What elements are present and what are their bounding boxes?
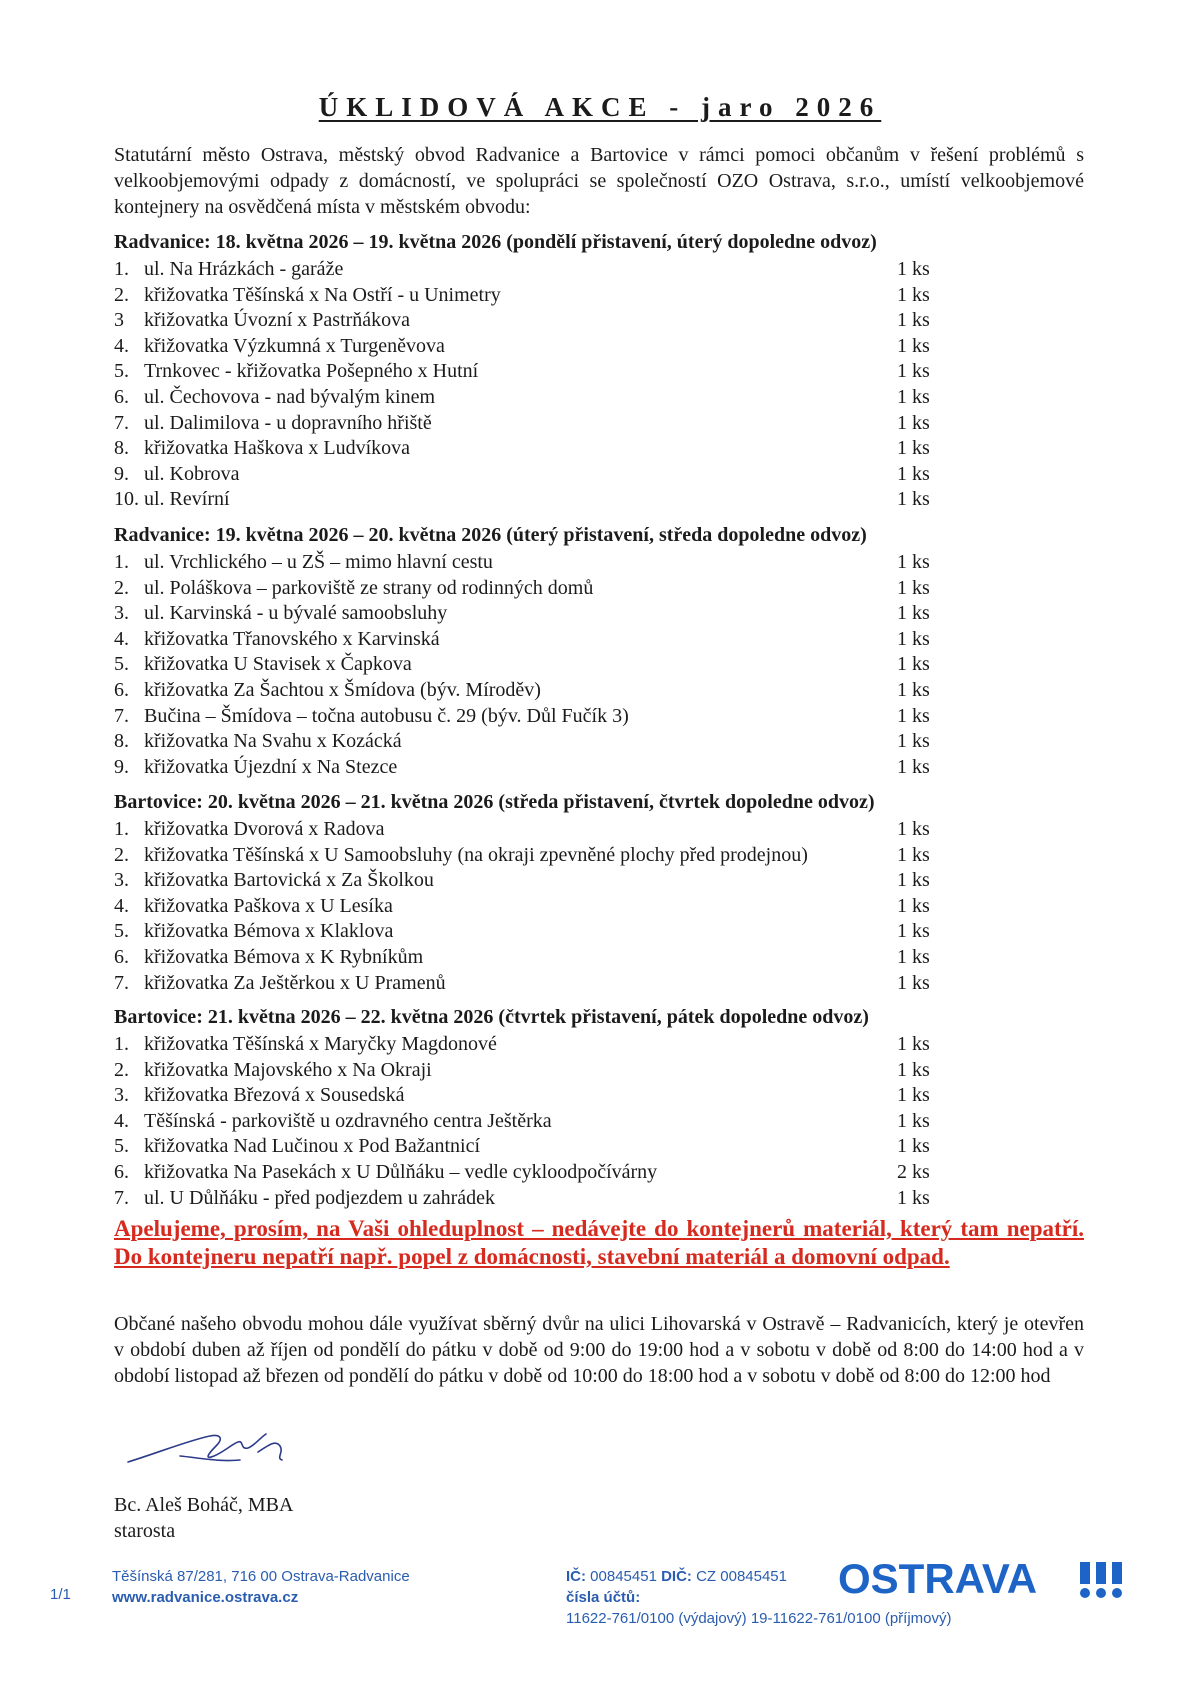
item-count: 1 ks <box>897 946 930 968</box>
item-location: Trnkovec - křižovatka Pošepného x Hutní <box>144 360 479 383</box>
item-count: 1 ks <box>897 1084 930 1107</box>
item-number: 4. <box>114 894 129 917</box>
dic-value: CZ 00845451 <box>696 1568 787 1585</box>
item-count: 1 ks <box>897 843 930 866</box>
item-location: ul. Karvinská - u bývalé samoobsluhy <box>144 602 448 625</box>
item-location: křižovatka Třanovského x Karvinská <box>144 627 440 650</box>
item-number: 4. <box>114 334 129 357</box>
item-count: 1 ks <box>897 283 930 306</box>
item-location: křižovatka Bartovická x Za Školkou <box>144 869 434 892</box>
section-heading: Bartovice: 20. května 2026 – 21. května 2026 (středa přistavení, čtvrtek dopoledne odvoz) <box>114 791 875 813</box>
accounts-label: čísla účtů: <box>566 1589 641 1606</box>
item-number: 6. <box>114 386 129 408</box>
item-count: 1 ks <box>897 704 930 727</box>
item-location: křižovatka Úvozní x Pastrňákova <box>144 309 411 332</box>
item-number: 7. <box>114 971 129 994</box>
item-count: 1 ks <box>897 1186 930 1209</box>
item-location: křižovatka Za Šachtou x Šmídova (býv. Míroděv) <box>144 679 541 701</box>
item-location: křižovatka Těšínská x Na Ostří - u Unimetry <box>144 283 501 306</box>
item-location: ul. Revírní <box>144 488 230 511</box>
item-number: 7. <box>114 1186 129 1209</box>
item-count: 1 ks <box>897 360 930 383</box>
item-count: 1 ks <box>897 1135 930 1158</box>
item-count: 1 ks <box>897 386 930 408</box>
item-location: ul. Čechovova - nad bývalým kinem <box>144 386 436 408</box>
item-count: 1 ks <box>897 602 930 625</box>
section-heading: Bartovice: 21. května 2026 – 22. května 2026 (čtvrtek přistavení, pátek dopoledne odvoz) <box>114 1006 869 1028</box>
item-count: 1 ks <box>897 869 930 892</box>
signature-image <box>120 1422 320 1477</box>
item-location: ul. U Důlňáku - před podjezdem u zahrádek <box>144 1186 495 1209</box>
item-number: 8. <box>114 730 129 753</box>
item-count: 1 ks <box>897 730 930 753</box>
item-count: 1 ks <box>897 653 930 676</box>
item-number: 3 <box>114 309 124 332</box>
item-location: ul. Dalimilova - u dopravního hřiště <box>144 411 432 434</box>
item-location: křižovatka Bémova x K Rybníkům <box>144 946 424 968</box>
item-number: 5. <box>114 920 129 943</box>
item-count: 1 ks <box>897 334 930 357</box>
item-count: 1 ks <box>897 462 930 485</box>
item-location: křižovatka Nad Lučinou x Pod Bažantnicí <box>144 1135 481 1158</box>
signer-role: starosta <box>114 1520 176 1542</box>
item-number: 6. <box>114 679 129 701</box>
footer-address-block <box>112 1566 410 1608</box>
item-number: 8. <box>114 437 129 460</box>
item-number: 2. <box>114 843 129 866</box>
item-number: 9. <box>114 462 129 485</box>
section-heading: Radvanice: 18. května 2026 – 19. května 2026 (pondělí přistavení, úterý dopoledne odvoz) <box>114 231 877 253</box>
page-title: ÚKLIDOVÁ AKCE - jaro 2026 <box>318 92 882 122</box>
item-number: 5. <box>114 360 129 383</box>
item-count: 1 ks <box>897 488 930 511</box>
item-count: 1 ks <box>897 971 930 994</box>
item-location: ul. Na Hrázkách - garáže <box>144 258 344 280</box>
item-count: 1 ks <box>897 679 930 701</box>
accounts-value: 11622-761/0100 (výdajový) 19-11622-761/0100 (příjmový) <box>566 1610 952 1627</box>
item-location: křižovatka Těšínská x U Samoobsluhy (na okraji zpevněné plochy před prodejnou) <box>144 843 808 866</box>
ostrava-logo-exclamation-icon <box>1078 1560 1128 1600</box>
item-location: Bučina – Šmídova – točna autobusu č. 29 (býv. Důl Fučík 3) <box>144 704 629 727</box>
item-location: křižovatka Na Pasekách x U Důlňáku – vedle cykloodpočívárny <box>144 1161 658 1183</box>
appeal-paragraph: Apelujeme, prosím, na Vaši ohleduplnost – nedávejte do kontejnerů materiál, který tam nepatří. Do kontejneru nepatří např. popel z domácnosti, stavební materiál a domovní odpad. <box>114 1216 1084 1269</box>
item-number: 1. <box>114 1033 129 1055</box>
item-count: 1 ks <box>897 755 930 778</box>
item-location: křižovatka Dvorová x Radova <box>144 818 385 840</box>
item-number: 3. <box>114 869 129 892</box>
item-number: 9. <box>114 755 129 778</box>
ic-label: IČ: <box>566 1568 586 1585</box>
item-count: 1 ks <box>897 627 930 650</box>
item-count: 1 ks <box>897 411 930 434</box>
item-number: 7. <box>114 411 129 434</box>
item-location: ul. Poláškova – parkoviště ze strany od rodinných domů <box>144 576 594 599</box>
item-number: 3. <box>114 1084 129 1107</box>
item-count: 1 ks <box>897 1058 930 1081</box>
item-location: křižovatka Výzkumná x Turgeněvova <box>144 334 445 357</box>
item-number: 3. <box>114 602 129 625</box>
item-location: křižovatka Majovského x Na Okraji <box>144 1058 432 1081</box>
item-number: 1. <box>114 551 129 573</box>
item-location: křižovatka Paškova x U Lesíka <box>144 894 393 917</box>
item-location: křižovatka Haškova x Ludvíkova <box>144 437 411 460</box>
item-location: křižovatka Těšínská x Maryčky Magdonové <box>144 1033 497 1055</box>
item-location: křižovatka U Stavisek x Čapkova <box>144 653 412 676</box>
item-number: 1. <box>114 258 129 280</box>
footer-website-link[interactable]: www.radvanice.ostrava.cz <box>112 1589 299 1606</box>
signer-block <box>114 1492 293 1544</box>
item-number: 5. <box>114 653 129 676</box>
footer-address: Těšínská 87/281, 716 00 Ostrava-Radvanice <box>112 1568 410 1585</box>
item-count: 1 ks <box>897 894 930 917</box>
item-location: ul. Vrchlického – u ZŠ – mimo hlavní cestu <box>144 551 493 573</box>
intro-paragraph: Statutární město Ostrava, městský obvod Radvanice a Bartovice v rámci pomoci občanům v řešení problémů s velkoobjemovými odpady z domácností, ve spolupráci se společností OZO Ostrava, s.r.o., umístí velkoobjemové kontejnery na osvědčená místa v městském obvodu: <box>114 144 1084 218</box>
item-number: 6. <box>114 1161 129 1183</box>
item-number: 5. <box>114 1135 129 1158</box>
item-number: 7. <box>114 704 129 727</box>
item-location: křižovatka Za Ještěrkou x U Pramenů <box>144 971 446 994</box>
item-count: 1 ks <box>897 309 930 332</box>
item-count: 2 ks <box>897 1161 930 1183</box>
item-number: 4. <box>114 627 129 650</box>
item-count: 1 ks <box>897 1109 930 1132</box>
item-count: 1 ks <box>897 258 930 280</box>
item-number: 1. <box>114 818 129 840</box>
item-count: 1 ks <box>897 1033 930 1055</box>
ostrava-logo-text: OSTRAVA <box>838 1555 1038 1602</box>
item-number: 2. <box>114 576 129 599</box>
collection-yard-info: Občané našeho obvodu mohou dále využívat sběrný dvůr na ulici Lihovarská v Ostravě – Radvanicích, který je otevřen v období duben až říjen od pondělí do pátku v době od 9:00 do 19:00 hod a v sobotu v době od 8:00 do 14:00 hod a v období listopad až březen od pondělí do pátku v době od 10:00 do 18:00 hod a v sobotu v době od 8:00 do 12:00 hod <box>114 1313 1084 1387</box>
dic-label: DIČ: <box>661 1568 692 1585</box>
item-number: 6. <box>114 946 129 968</box>
item-number: 2. <box>114 1058 129 1081</box>
item-location: křižovatka Na Svahu x Kozácká <box>144 730 402 753</box>
ic-value: 00845451 <box>590 1568 657 1585</box>
item-location: křižovatka Bémova x Klaklova <box>144 920 394 943</box>
item-location: ul. Kobrova <box>144 462 240 485</box>
item-count: 1 ks <box>897 920 930 943</box>
item-count: 1 ks <box>897 551 930 573</box>
item-count: 1 ks <box>897 437 930 460</box>
item-count: 1 ks <box>897 576 930 599</box>
item-number: 2. <box>114 283 129 306</box>
item-number: 10. <box>114 488 139 511</box>
section-heading: Radvanice: 19. května 2026 – 20. května 2026 (úterý přistavení, středa dopoledne odvoz) <box>114 524 867 546</box>
item-location: křižovatka Březová x Sousedská <box>144 1084 405 1107</box>
item-number: 4. <box>114 1109 129 1132</box>
signer-name: Bc. Aleš Boháč, MBA <box>114 1494 294 1516</box>
item-count: 1 ks <box>897 818 930 840</box>
item-location: Těšínská - parkoviště u ozdravného centra Ještěrka <box>144 1109 552 1132</box>
item-location: křižovatka Újezdní x Na Stezce <box>144 755 398 778</box>
page-number: 1/1 <box>50 1586 71 1603</box>
